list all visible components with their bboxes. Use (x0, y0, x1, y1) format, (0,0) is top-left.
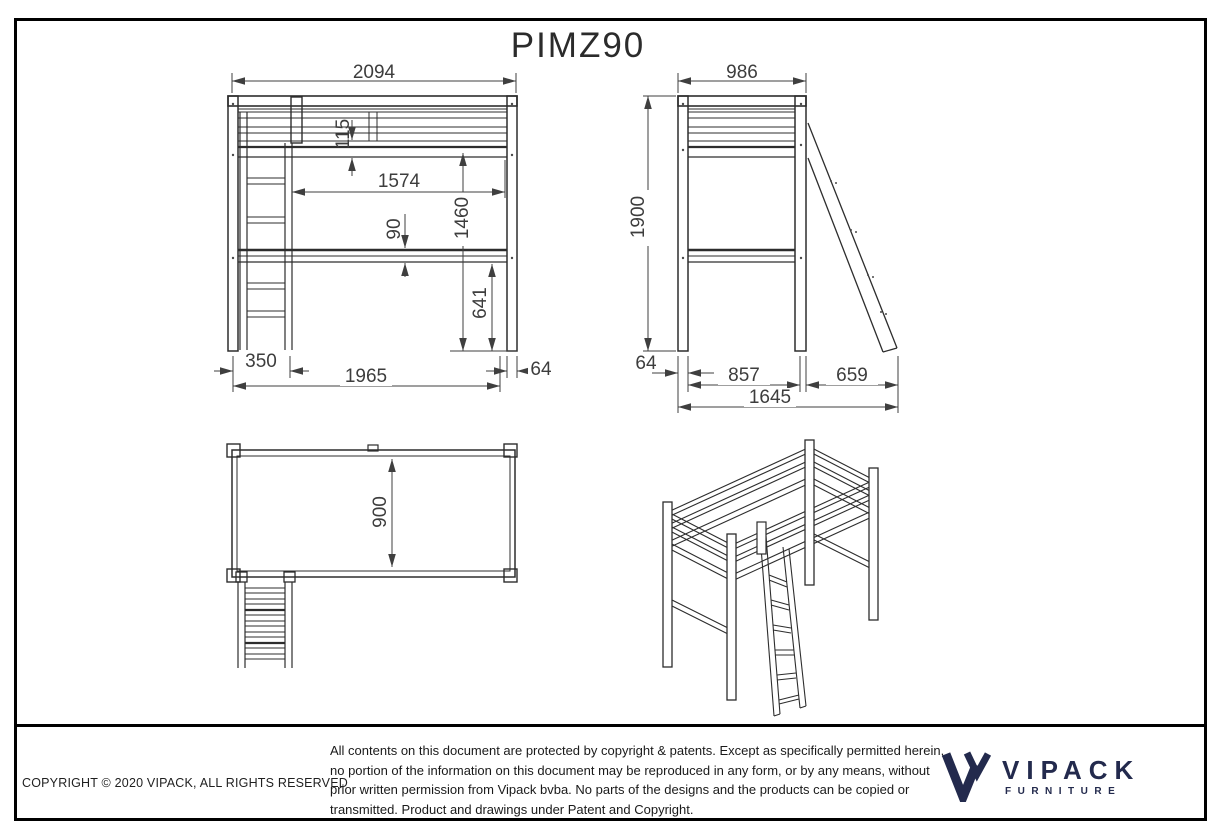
dim-front-inner-length: 1574 (377, 171, 421, 192)
dim-front-rail-thickness: 90 (384, 218, 405, 240)
side-view-dimension-lines (643, 73, 898, 413)
dim-side-depth: 986 (726, 62, 758, 83)
dim-side-post-width: 64 (635, 353, 657, 374)
vipack-logo-mark-icon (942, 750, 996, 802)
top-view (227, 444, 517, 668)
isometric-view (663, 440, 878, 716)
dim-side-height: 1900 (628, 195, 649, 239)
disclaimer-line: no portion of the information on this document may be reproduced in any form, or by any means, without (330, 762, 930, 778)
side-view (628, 62, 898, 413)
footer-divider (14, 724, 1207, 727)
dim-front-inner-width: 1965 (344, 366, 388, 387)
disclaimer-line: prior written permission from Vipack bvba. No parts of the designs and the products can be copied or (330, 782, 910, 797)
top-view-dimension-labels (370, 496, 391, 528)
dim-front-post-width: 64 (530, 359, 552, 380)
dim-side-overall-depth: 1645 (748, 387, 792, 408)
side-view-geometry (678, 96, 897, 352)
logo-tagline-text: FURNITURE (1005, 786, 1122, 797)
dim-front-ladder-offset: 350 (245, 351, 277, 372)
iso-ladder (757, 522, 806, 716)
logo-brand-text: VIPACK (1002, 755, 1141, 785)
side-ladder (808, 123, 897, 352)
iso-rails (668, 447, 874, 581)
disclaimer-line: All contents on this document are protected by copyright & patents. Except as specifically permitted herein, (330, 743, 945, 758)
disclaimer-line: transmitted. Product and drawings under Patent and Copyright. (330, 801, 694, 817)
vipack-logo (942, 748, 1202, 810)
dim-side-inner-depth: 857 (728, 365, 760, 386)
top-ladder (236, 572, 295, 668)
legal-disclaimer (330, 741, 944, 819)
copyright-notice: COPYRIGHT © 2020 VIPACK, ALL RIGHTS RESERVED (22, 776, 348, 790)
top-view-geometry (227, 444, 517, 668)
dim-front-under-height: 641 (470, 287, 491, 319)
dim-front-overall-width: 2094 (352, 62, 396, 83)
page-title: PIMZ90 (510, 26, 646, 65)
front-view-dimension-lines (214, 73, 531, 392)
dim-front-rail-height: 115 (333, 118, 354, 150)
side-screw-dots (682, 103, 802, 259)
dim-front-bed-height: 1460 (452, 196, 473, 240)
dim-top-bed-width: 900 (370, 496, 391, 528)
iso-braces (668, 532, 874, 636)
dim-side-ladder-reach: 659 (836, 365, 868, 386)
front-view (214, 62, 554, 392)
side-view-dimension-labels (628, 62, 878, 408)
